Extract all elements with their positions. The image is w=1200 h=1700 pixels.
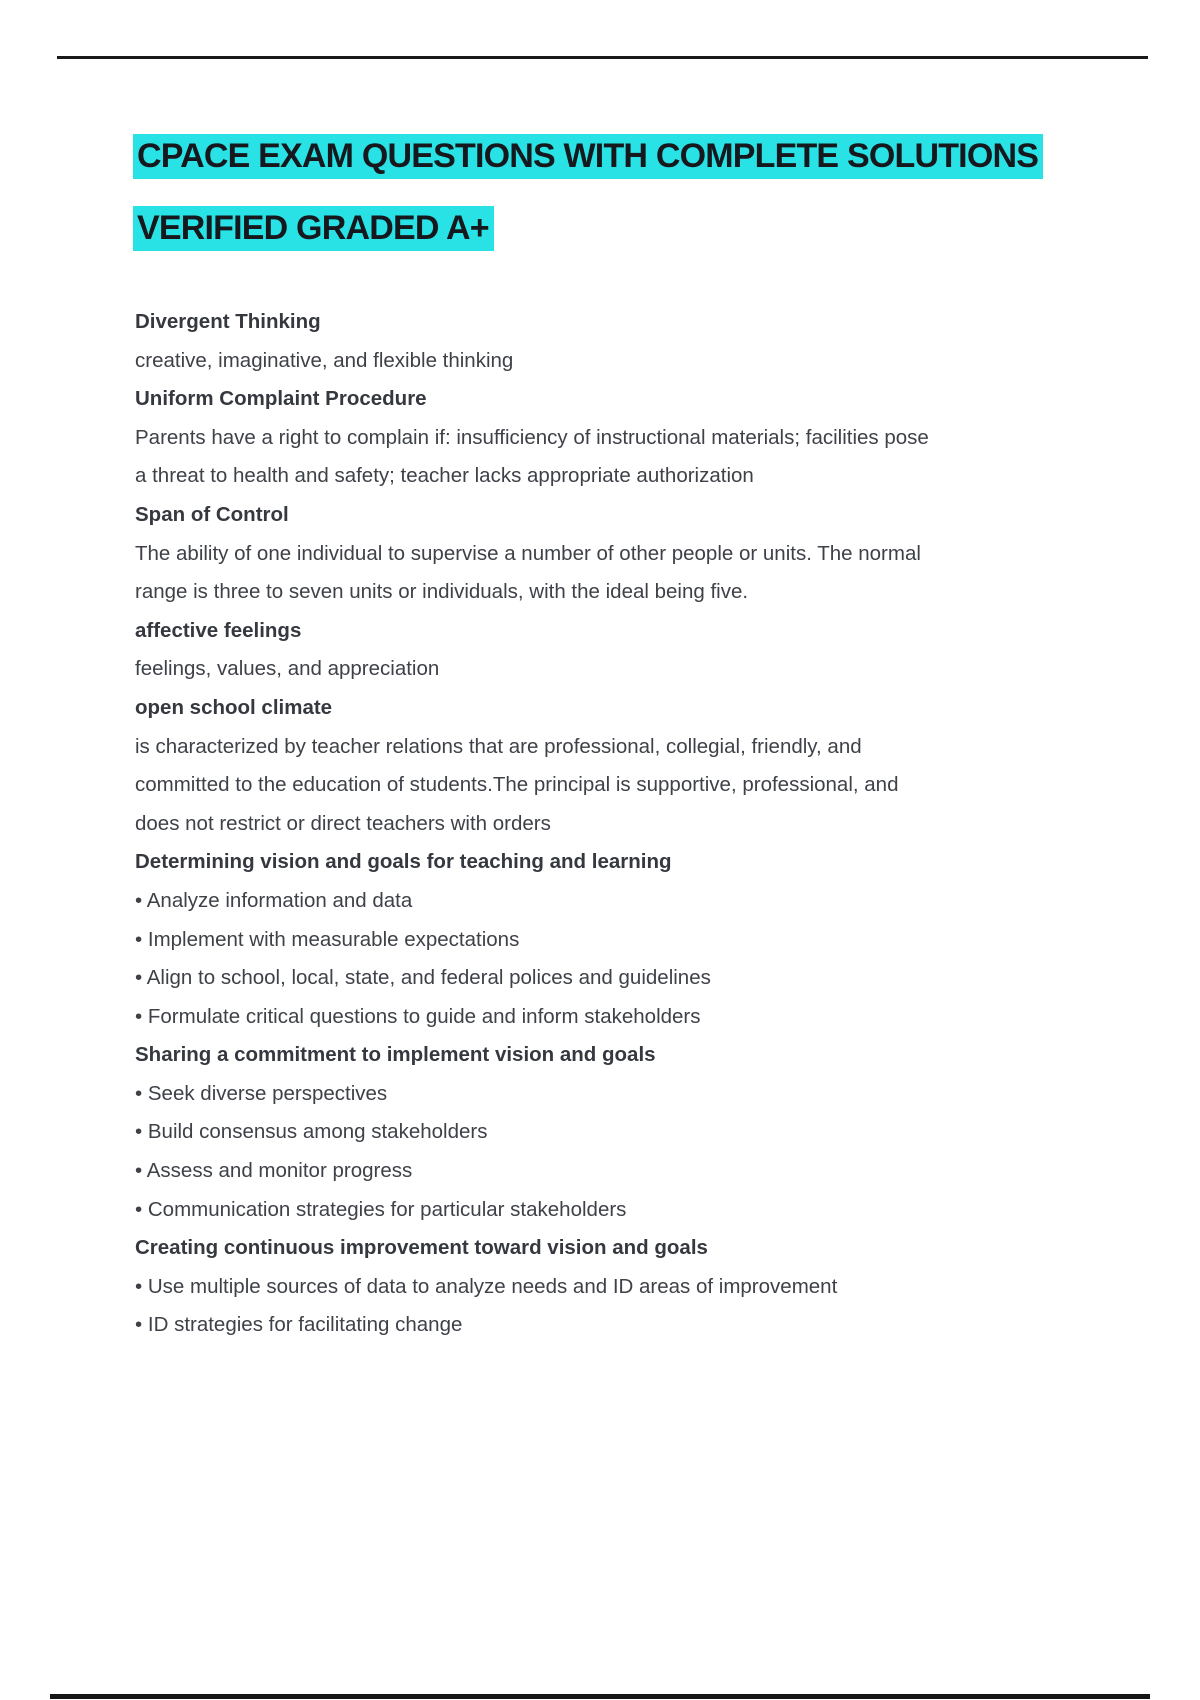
term: open school climate [135, 695, 333, 719]
definition-line: Parents have a right to complain if: insufficiency of instructional materials; facilities pose [135, 425, 929, 449]
bullet-line: • Communication strategies for particular stakeholders [135, 1197, 627, 1221]
definition-line: The ability of one individual to supervise a number of other people or units. The normal [135, 541, 921, 565]
definition-line: range is three to seven units or individuals, with the ideal being five. [135, 580, 749, 604]
definition-line: is characterized by teacher relations that are professional, collegial, friendly, and [135, 734, 862, 758]
bullet-line: • ID strategies for facilitating change [135, 1313, 463, 1337]
definition-line: feelings, values, and appreciation [135, 657, 440, 681]
definitions-list [135, 303, 1145, 1345]
definition-line: creative, imaginative, and flexible thinking [135, 348, 514, 372]
term: Divergent Thinking [135, 310, 321, 333]
term: Uniform Complaint Procedure [135, 387, 427, 411]
definition-line: committed to the education of students.The principal is supportive, professional, and [135, 773, 899, 797]
term: Span of Control [135, 502, 289, 526]
document-title-line-2 [133, 206, 1043, 251]
document-title [133, 134, 1043, 278]
bullet-line: • Align to school, local, state, and federal polices and guidelines [135, 966, 711, 990]
title-highlight-1: CPACE EXAM QUESTIONS WITH COMPLETE SOLUTIONS [133, 134, 1043, 179]
term: Sharing a commitment to implement vision and goals [135, 1043, 656, 1067]
definition-line: a threat to health and safety; teacher lacks appropriate authorization [135, 464, 754, 488]
title-highlight-2: VERIFIED GRADED A+ [133, 206, 494, 251]
bullet-line: • Formulate critical questions to guide and inform stakeholders [135, 1004, 701, 1028]
term: Creating continuous improvement toward vision and goals [135, 1236, 708, 1260]
bullet-line: • Use multiple sources of data to analyze needs and ID areas of improvement [135, 1274, 838, 1298]
definition-line: does not restrict or direct teachers with orders [135, 811, 551, 835]
term: affective feelings [135, 618, 302, 642]
bullet-line: • Analyze information and data [135, 888, 413, 912]
top-horizontal-rule [57, 56, 1148, 59]
bullet-line: • Seek diverse perspectives [135, 1081, 388, 1105]
term: Determining vision and goals for teaching and learning [135, 850, 672, 874]
bullet-line: • Implement with measurable expectations [135, 927, 520, 951]
bullet-line: • Assess and monitor progress [135, 1159, 413, 1183]
bottom-horizontal-rule [50, 1694, 1150, 1699]
bullet-line: • Build consensus among stakeholders [135, 1120, 488, 1144]
document-title-line-1 [133, 134, 1043, 179]
